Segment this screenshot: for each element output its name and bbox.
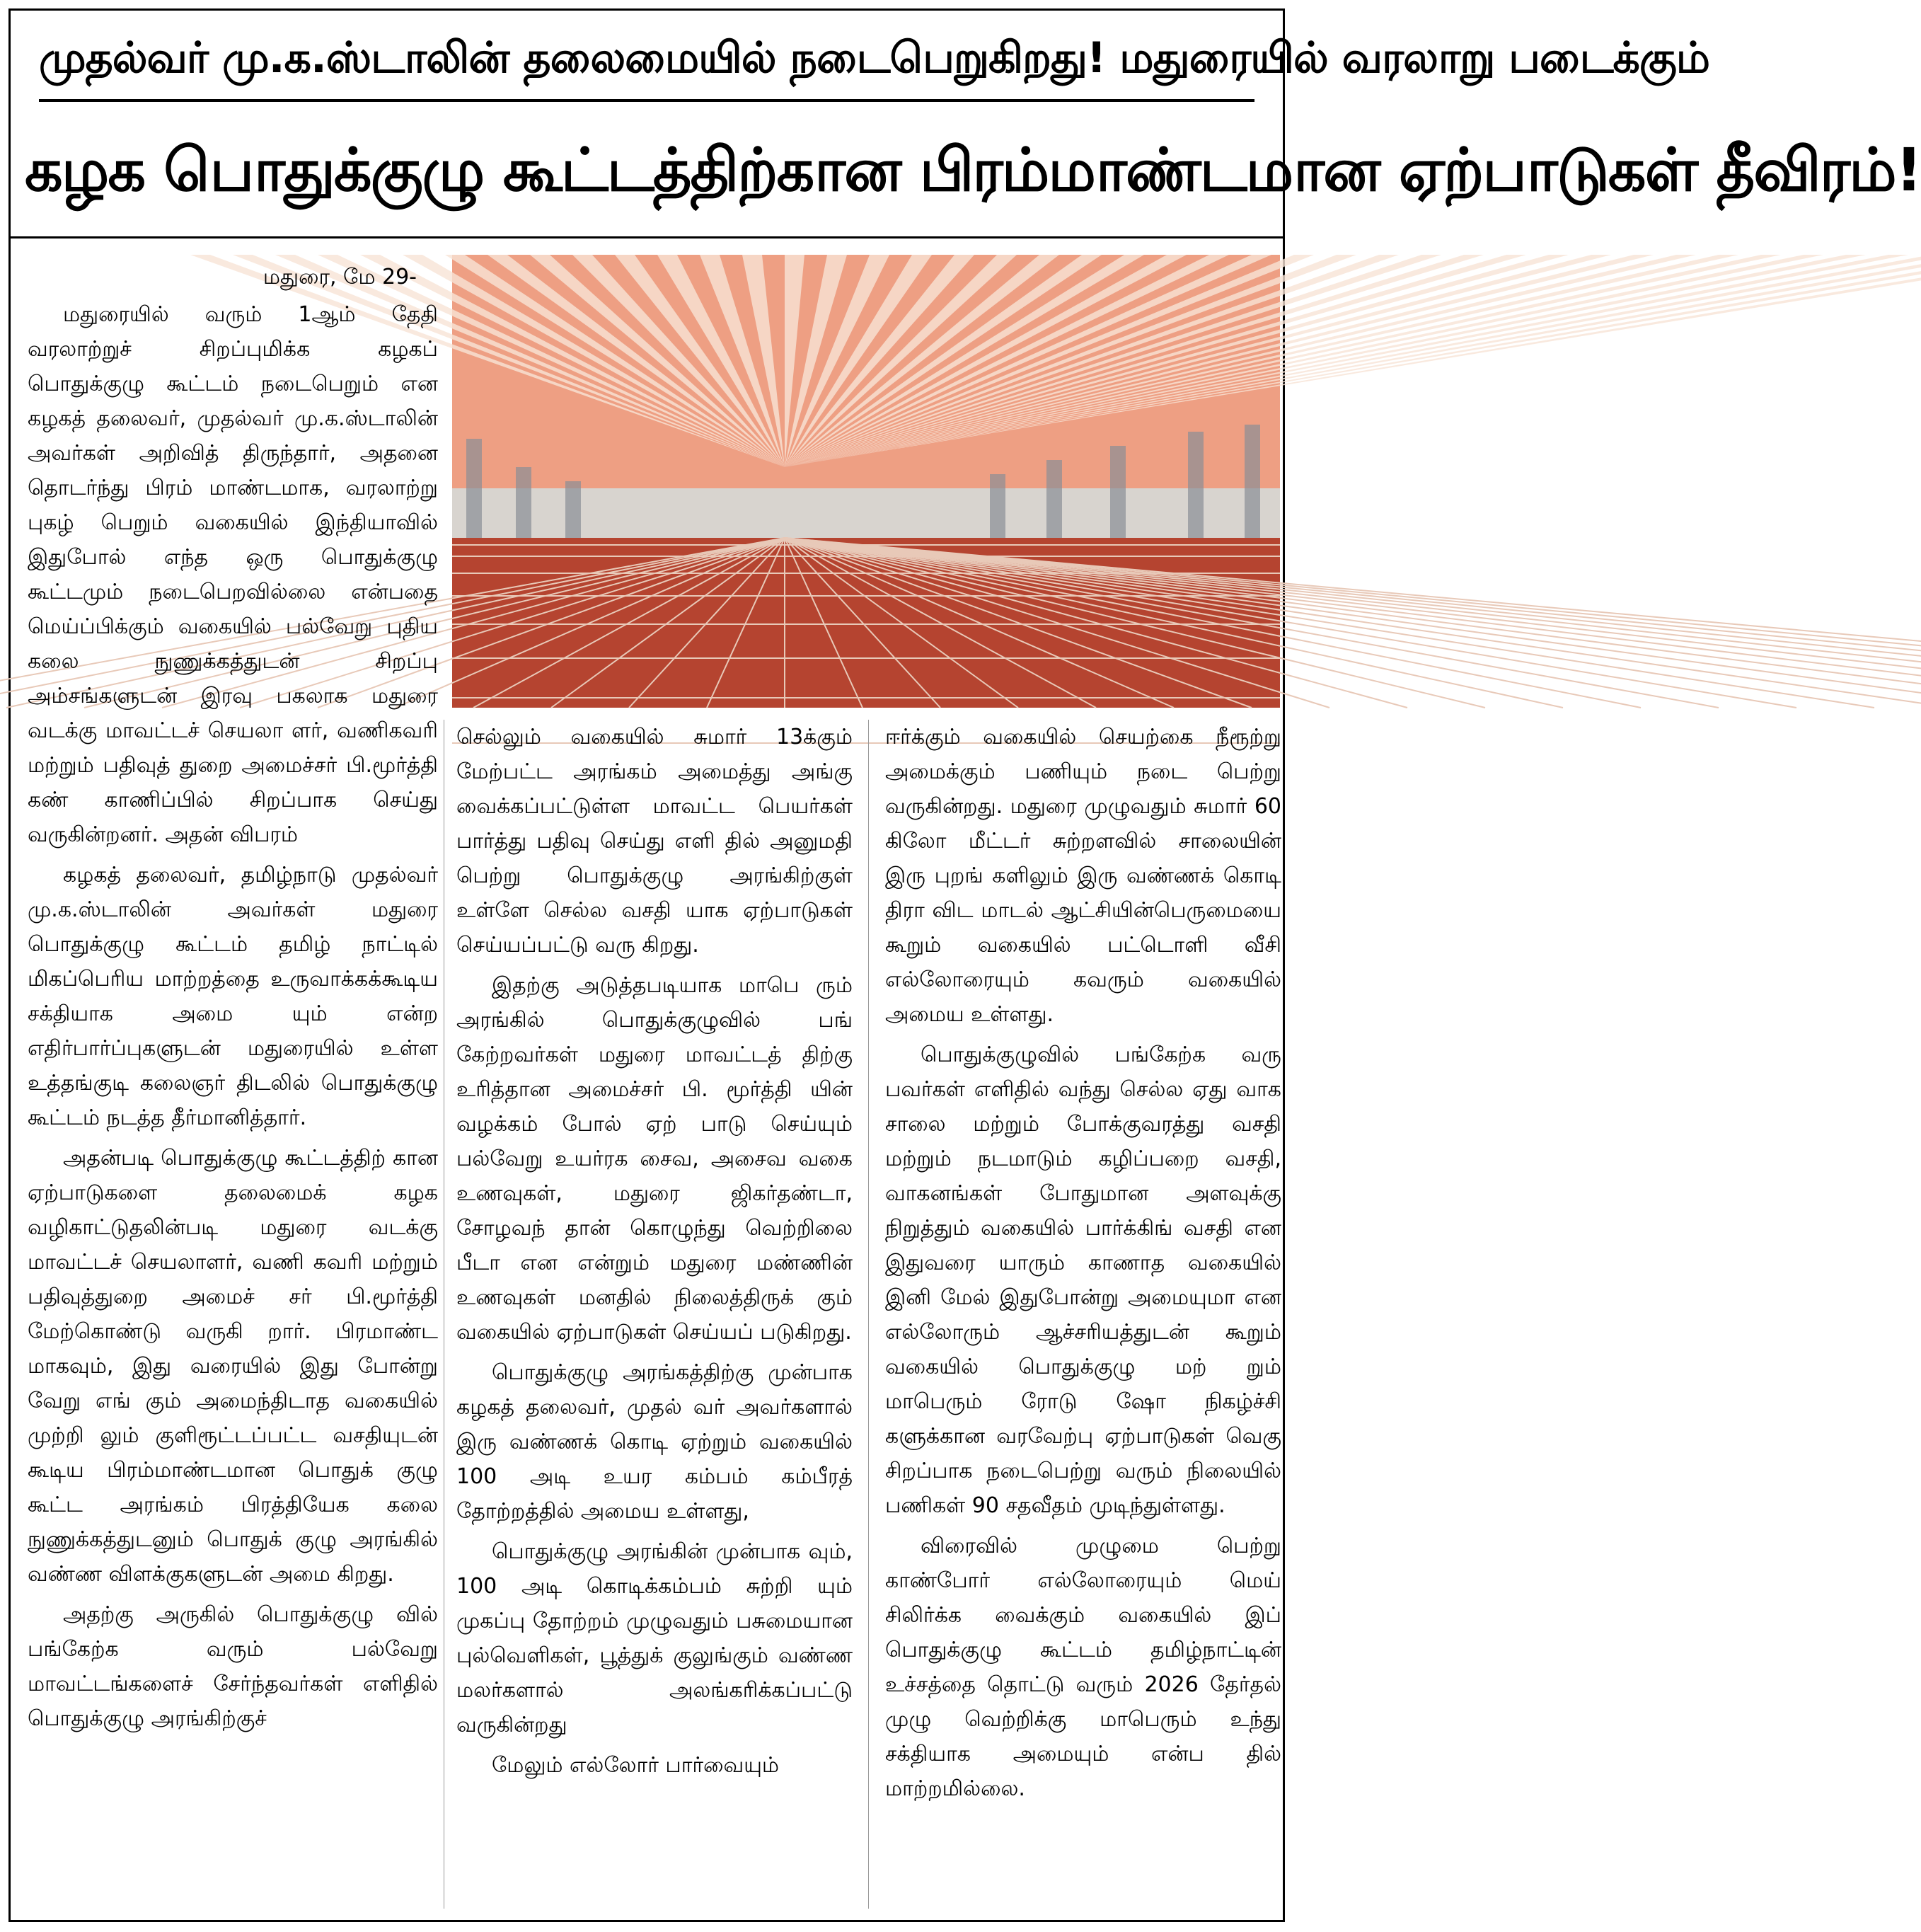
paragraph: கழகத் தலைவர், தமிழ்நாடு முதல்வர் மு.க.ஸ்டாலின் அவர்கள் மதுரை பொதுக்குழு கூட்டம் தமிழ் நாட்டில் மிகப்பெரிய மாற்றத்தை உருவாக்கக்கூடிய சக்தியாக அமை யும் என்ற எதிர்பார்ப்புகளுடன் மதுரையில் உள்ள உத்தங்குடி கலைஞர் திடலில் பொதுக்குழு கூட்டம் நடத்த தீர்மானித்தார். [28,863,438,1130]
headline-title: கழக பொதுக்குழு கூட்டத்திற்கான பிரம்மாண்டமான ஏற்பாடுகள் தீவிரம்! [25,135,1921,205]
newspaper-clipping [8,8,1921,1922]
photo-illustration [452,255,1280,708]
article-column-3 [885,720,1281,1916]
paragraph: அதற்கு அருகில் பொதுக்குழு வில் பங்கேற்க வரும் பல்வேறு மாவட்டங்களைச் சேர்ந்தவர்கள் எளிதில் பொதுக்குழு அரங்கிற்குச் [28,1602,438,1731]
paragraph: ஈர்க்கும் வகையில் செயற்கை நீரூற்று அமைக்கும் பணியும் நடை பெற்று வருகின்றது. மதுரை முழுவதும் சுமார் 60 கிலோ மீட்டர் சுற்றளவில் சாலையின் இரு புறங் களிலும் இரு வண்ணக் கொடி திரா விட மாடல் ஆட்சியின்பெருமையை கூறும் வகையில் பட்டொளி வீசி எல்லோரையும் கவரும் வகையில் அமைய உள்ளது. [885,725,1281,1027]
paragraph: செல்லும் வகையில் சுமார் 13க்கும் மேற்பட்ட அரங்கம் அமைத்து அங்கு வைக்கப்பட்டுள்ள மாவட்ட பெயர்கள் பார்த்து பதிவு செய்து எளி தில் அனுமதி பெற்று பொதுக்குழு அரங்கிற்குள் உள்ளே செல்ல வசதி யாக ஏற்பாடுகள் செய்யப்பட்டு வரு கிறது. [456,725,853,958]
tent-interior-photo [452,255,1280,708]
headline-divider [39,99,1254,102]
column-divider [868,720,869,1909]
article-column-1 [28,260,438,1916]
paragraph: விரைவில் முழுமை பெற்று காண்போர் எல்லோரையும் மெய் சிலிர்க்க வைக்கும் வகையில் இப் பொதுக்குழு கூட்டம் தமிழ்நாட்டின் உச்சத்தை தொட்டு வரும் 2026 தேர்தல் முழு வெற்றிக்கு மாபெரும் உந்து சக்தியாக அமையும் என்ப தில் மாற்றமில்லை. [885,1534,1281,1801]
paragraph: பொதுக்குழு அரங்கத்திற்கு முன்பாக கழகத் தலைவர், முதல் வர் அவர்களால் இரு வண்ணக் கொடி ஏற்றும் வகையில் 100 அடி உயர கம்பம் கம்பீரத் தோற்றத்தில் அமைய உள்ளது, [456,1360,853,1524]
paragraph: பொதுக்குழு அரங்கின் முன்பாக வும், 100 அடி கொடிக்கம்பம் சுற்றி யும் முகப்பு தோற்றம் முழுவதும் பசுமையான புல்வெளிகள், பூத்துக் குலுங்கும் வண்ண மலர்களால் அலங்கரிக்கப்பட்டு வருகின்றது [456,1539,853,1737]
canopy-stripes [190,255,1921,495]
headline-kicker: முதல்வர் மு.க.ஸ்டாலின் தலைமையில் நடைபெறுகிறது! மதுரையில் வரலாறு படைக்கும் [39,33,1710,83]
paragraph: மேலும் எல்லோர் பார்வையும் [492,1753,780,1778]
paragraph: இதற்கு அடுத்தபடியாக மாபெ ரும் அரங்கில் பொதுக்குழுவில் பங் கேற்றவர்கள் மதுரை மாவட்டத் திற்கு உரித்தான அமைச்சர் பி. மூர்த்தி யின் வழக்கம் போல் ஏற் பாடு செய்யும் பல்வேறு உயர்ரக சைவ, அசைவ வகை உணவுகள், மதுரை ஜிகர்தண்டா, சோழவந் தான் கொழுந்து வெற்றிலை பீடா என என்றும் மதுரை மண்ணின் உணவுகள் மனதில் நிலைத்திருக் கும் வகையில் ஏற்பாடுகள் செய்யப் படுகிறது. [456,973,853,1345]
article-column-2 [456,720,853,1916]
paragraph: மதுரையில் வரும் 1ஆம் தேதி வரலாற்றுச் சிறப்புமிக்க கழகப் பொதுக்குழு கூட்டம் நடைபெறும் என கழகத் தலைவர், முதல்வர் மு.க.ஸ்டாலின் அவர்கள் அறிவித் திருந்தார், அதனை தொடர்ந்து பிரம் மாண்டமாக, வரலாற்று புகழ் பெறும் வகையில் இந்தியாவில் இதுபோல் எந்த ஒரு பொதுக்குழு கூட்டமும் நடைபெறவில்லை என்பதை மெய்ப்பிக்கும் வகையில் பல்வேறு புதிய கலை நுணுக்கத்துடன் சிறப்பு அம்சங்களுடன் இரவு பகலாக மதுரை வடக்கு மாவட்டச் செயலா ளர், வணிகவரி மற்றும் பதிவுத் துறை அமைச்சர் பி.மூர்த்தி கண் காணிப்பில் சிறப்பாக செய்து வருகின்றனர். அதன் விபரம் [28,302,438,847]
paragraph: பொதுக்குழுவில் பங்கேற்க வரு பவர்கள் எளிதில் வந்து செல்ல ஏது வாக சாலை மற்றும் போக்குவரத்து வசதி மற்றும் நடமாடும் கழிப்பறை வசதி, வாகனங்கள் போதுமான அளவுக்கு நிறுத்தும் வகையில் பார்க்கிங் வசதி என இதுவரை யாரும் காணாத வகையில் இனி மேல் இதுபோன்று அமையுமா என எல்லோரும் ஆச்சரியத்துடன் கூறும் வகையில் பொதுக்குழு மற் றும் மாபெரும் ரோடு ஷோ நிகழ்ச்சி களுக்கான வரவேற்பு ஏற்பாடுகள் வெகு சிறப்பாக நடைபெற்று வரும் நிலையில் பணிகள் 90 சதவீதம் முடிந்துள்ளது. [885,1042,1281,1518]
dateline: மதுரை, மே 29- [263,265,417,289]
headline-block [11,11,1921,238]
paragraph: அதன்படி பொதுக்குழு கூட்டத்திற் கான ஏற்பாடுகளை தலைமைக் கழக வழிகாட்டுதலின்படி மதுரை வடக்கு மாவட்டச் செயலாளர், வணி கவரி மற்றும் பதிவுத்துறை அமைச் சர் பி.மூர்த்தி மேற்கொண்டு வருகி றார். பிரமாண்ட மாகவும், இது வரையில் இது போன்று வேறு எங் கும் அமைந்திடாத வகையில் முற்றி லும் குளிரூட்டப்பட்ட வசதியுடன் கூடிய பிரம்மாண்டமான பொதுக் குழு கூட்ட அரங்கம் பிரத்தியேக கலை நுணுக்கத்துடனும் பொதுக் குழு அரங்கில் வண்ண விளக்குகளுடன் அமை கிறது. [28,1146,438,1587]
